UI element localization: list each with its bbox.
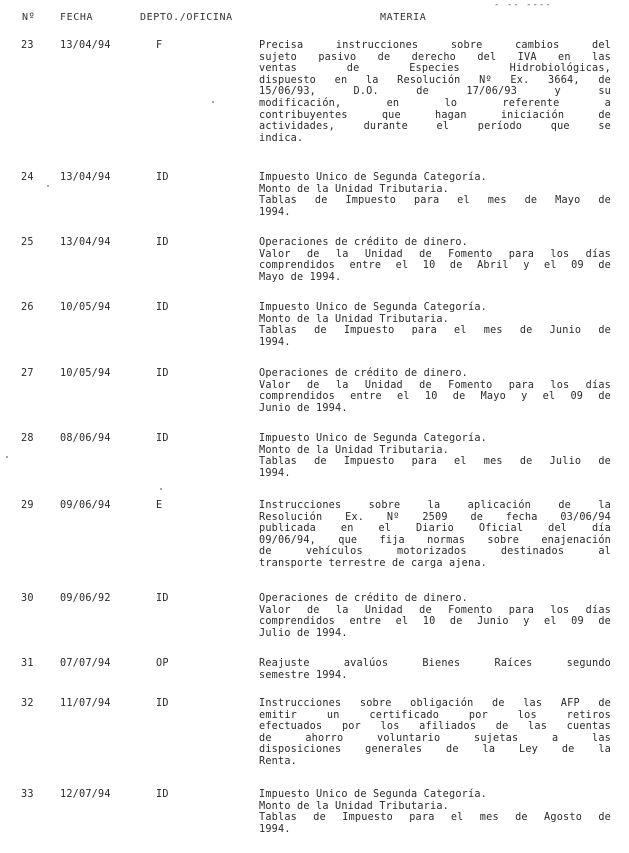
subject-line: comprendidos entre el 10 de Abril y el 09 de — [259, 260, 611, 272]
subject-line: Valor de la Unidad de Fomento para los días — [259, 604, 611, 616]
row-subject — [259, 500, 611, 570]
subject-line: contribuyentes que hagan iniciación de — [259, 109, 611, 121]
subject-line: Resolución Ex. Nº 2509 de fecha 03/06/94 — [259, 511, 611, 523]
row-number: 25 — [21, 237, 34, 248]
column-header-no: Nº — [22, 12, 36, 23]
row-number: 33 — [21, 789, 34, 800]
row-date: 07/07/94 — [60, 658, 111, 669]
row-number: 24 — [21, 172, 34, 183]
subject-line: disposiciones generales de la Ley de la — [259, 744, 611, 756]
subject-line: Tablas de Impuesto para el mes de Agosto de — [259, 812, 611, 824]
subject-line: 1994. — [259, 823, 291, 835]
subject-line: Operaciones de crédito de dinero. — [259, 593, 469, 604]
subject-line: de vehículos motorizados destinados al — [259, 546, 611, 558]
subject-line: publicada en el Diario Oficial del día — [259, 523, 611, 535]
row-subject — [259, 658, 611, 681]
row-subject — [259, 172, 611, 218]
row-date: 13/04/94 — [60, 40, 111, 51]
subject-line: efectuados por los afiliados de las cuentas — [259, 721, 611, 733]
subject-line: Precisa instrucciones sobre cambios del — [259, 40, 611, 51]
row-date: 12/07/94 — [60, 789, 111, 800]
page-corner-mark: - -- ---- — [494, 0, 552, 10]
subject-line: modificación, en lo referente a — [259, 97, 611, 109]
row-subject — [259, 302, 611, 348]
subject-line: comprendidos entre el 10 de Junio y el 09 de — [259, 616, 611, 628]
subject-line: Impuesto Unico de Segunda Categoría. — [259, 302, 488, 313]
row-date: 08/06/94 — [60, 433, 111, 444]
subject-line: Valor de la Unidad de Fomento para los días — [259, 248, 611, 260]
column-header-materia: MATERIA — [380, 12, 427, 23]
row-department: OP — [156, 658, 169, 669]
subject-line: actividades, durante el período que se — [259, 121, 611, 133]
subject-line: Tablas de Impuesto para el mes de Mayo de — [259, 195, 611, 207]
subject-line: ventas de Especies Hidrobiológicas, — [259, 63, 611, 75]
subject-line: 1994. — [259, 336, 291, 348]
row-department: E — [156, 500, 163, 511]
subject-line: Instrucciones sobre la aplicación de la — [259, 500, 611, 511]
subject-line: dispuesto en la Resolución Nº Ex. 3664, de — [259, 74, 611, 86]
row-subject — [259, 368, 611, 414]
subject-line: indica. — [259, 132, 304, 144]
row-date: 13/04/94 — [60, 237, 111, 248]
row-subject — [259, 698, 611, 768]
subject-line: 1994. — [259, 206, 291, 218]
subject-line: Valor de la Unidad de Fomento para los días — [259, 379, 611, 391]
scan-speck — [212, 101, 214, 103]
subject-line: Monto de la Unidad Tributaria. — [259, 444, 450, 456]
row-date: 09/06/94 — [60, 500, 111, 511]
subject-line: Operaciones de crédito de dinero. — [259, 237, 469, 248]
row-department: ID — [156, 593, 169, 604]
subject-line: Impuesto Unico de Segunda Categoría. — [259, 789, 488, 800]
subject-line: Impuesto Unico de Segunda Categoría. — [259, 172, 488, 183]
subject-line: Operaciones de crédito de dinero. — [259, 368, 469, 379]
row-date: 09/06/92 — [60, 593, 111, 604]
row-date: 10/05/94 — [60, 302, 111, 313]
subject-line: Monto de la Unidad Tributaria. — [259, 800, 450, 812]
row-department: ID — [156, 698, 169, 709]
row-department: ID — [156, 237, 169, 248]
row-subject — [259, 433, 611, 479]
row-date: 11/07/94 — [60, 698, 111, 709]
row-number: 27 — [21, 368, 34, 379]
subject-line: Instrucciones sobre obligación de las AFP de — [259, 698, 611, 709]
row-department: ID — [156, 368, 169, 379]
row-subject — [259, 237, 611, 283]
row-number: 26 — [21, 302, 34, 313]
subject-line: Renta. — [259, 755, 298, 767]
subject-line: semestre 1994. — [259, 669, 348, 681]
row-subject — [259, 40, 611, 144]
row-date: 10/05/94 — [60, 368, 111, 379]
subject-line: de ahorro voluntario sujetas a las — [259, 732, 611, 744]
scan-speck — [47, 185, 49, 187]
row-number: 31 — [21, 658, 34, 669]
subject-line: comprendidos entre el 10 de Mayo y el 09 de — [259, 391, 611, 403]
subject-line: Impuesto Unico de Segunda Categoría. — [259, 433, 488, 444]
subject-line: Tablas de Impuesto para el mes de Julio de — [259, 456, 611, 468]
row-number: 29 — [21, 500, 34, 511]
subject-line: sujeto pasivo de derecho del IVA en las — [259, 51, 611, 63]
row-department: ID — [156, 789, 169, 800]
row-number: 32 — [21, 698, 34, 709]
subject-line: 09/06/94, que fija normas sobre enajenación — [259, 534, 611, 546]
row-department: ID — [156, 302, 169, 313]
row-department: ID — [156, 433, 169, 444]
column-header-fecha: FECHA — [60, 12, 94, 23]
row-subject — [259, 789, 611, 835]
subject-line: Tablas de Impuesto para el mes de Junio de — [259, 325, 611, 337]
subject-line: 15/06/93, D.O. de 17/06/93 y su — [259, 86, 611, 98]
subject-line: Monto de la Unidad Tributaria. — [259, 313, 450, 325]
subject-line: Julio de 1994. — [259, 627, 348, 639]
scan-speck — [160, 488, 162, 490]
column-header-depto: DEPTO./OFICINA — [140, 12, 233, 23]
subject-line: 1994. — [259, 467, 291, 479]
row-department: ID — [156, 172, 169, 183]
row-number: 28 — [21, 433, 34, 444]
subject-line: Reajuste avalúos Bienes Raíces segundo — [259, 658, 611, 669]
row-department: F — [156, 40, 163, 51]
row-subject — [259, 593, 611, 639]
subject-line: Junio de 1994. — [259, 402, 348, 414]
subject-line: emitir un certificado por los retiros — [259, 709, 611, 721]
subject-line: Monto de la Unidad Tributaria. — [259, 183, 450, 195]
scan-speck — [6, 456, 8, 458]
row-date: 13/04/94 — [60, 172, 111, 183]
row-number: 23 — [21, 40, 34, 51]
row-number: 30 — [21, 593, 34, 604]
subject-line: transporte terrestre de carga ajena. — [259, 557, 488, 569]
subject-line: Mayo de 1994. — [259, 271, 342, 283]
